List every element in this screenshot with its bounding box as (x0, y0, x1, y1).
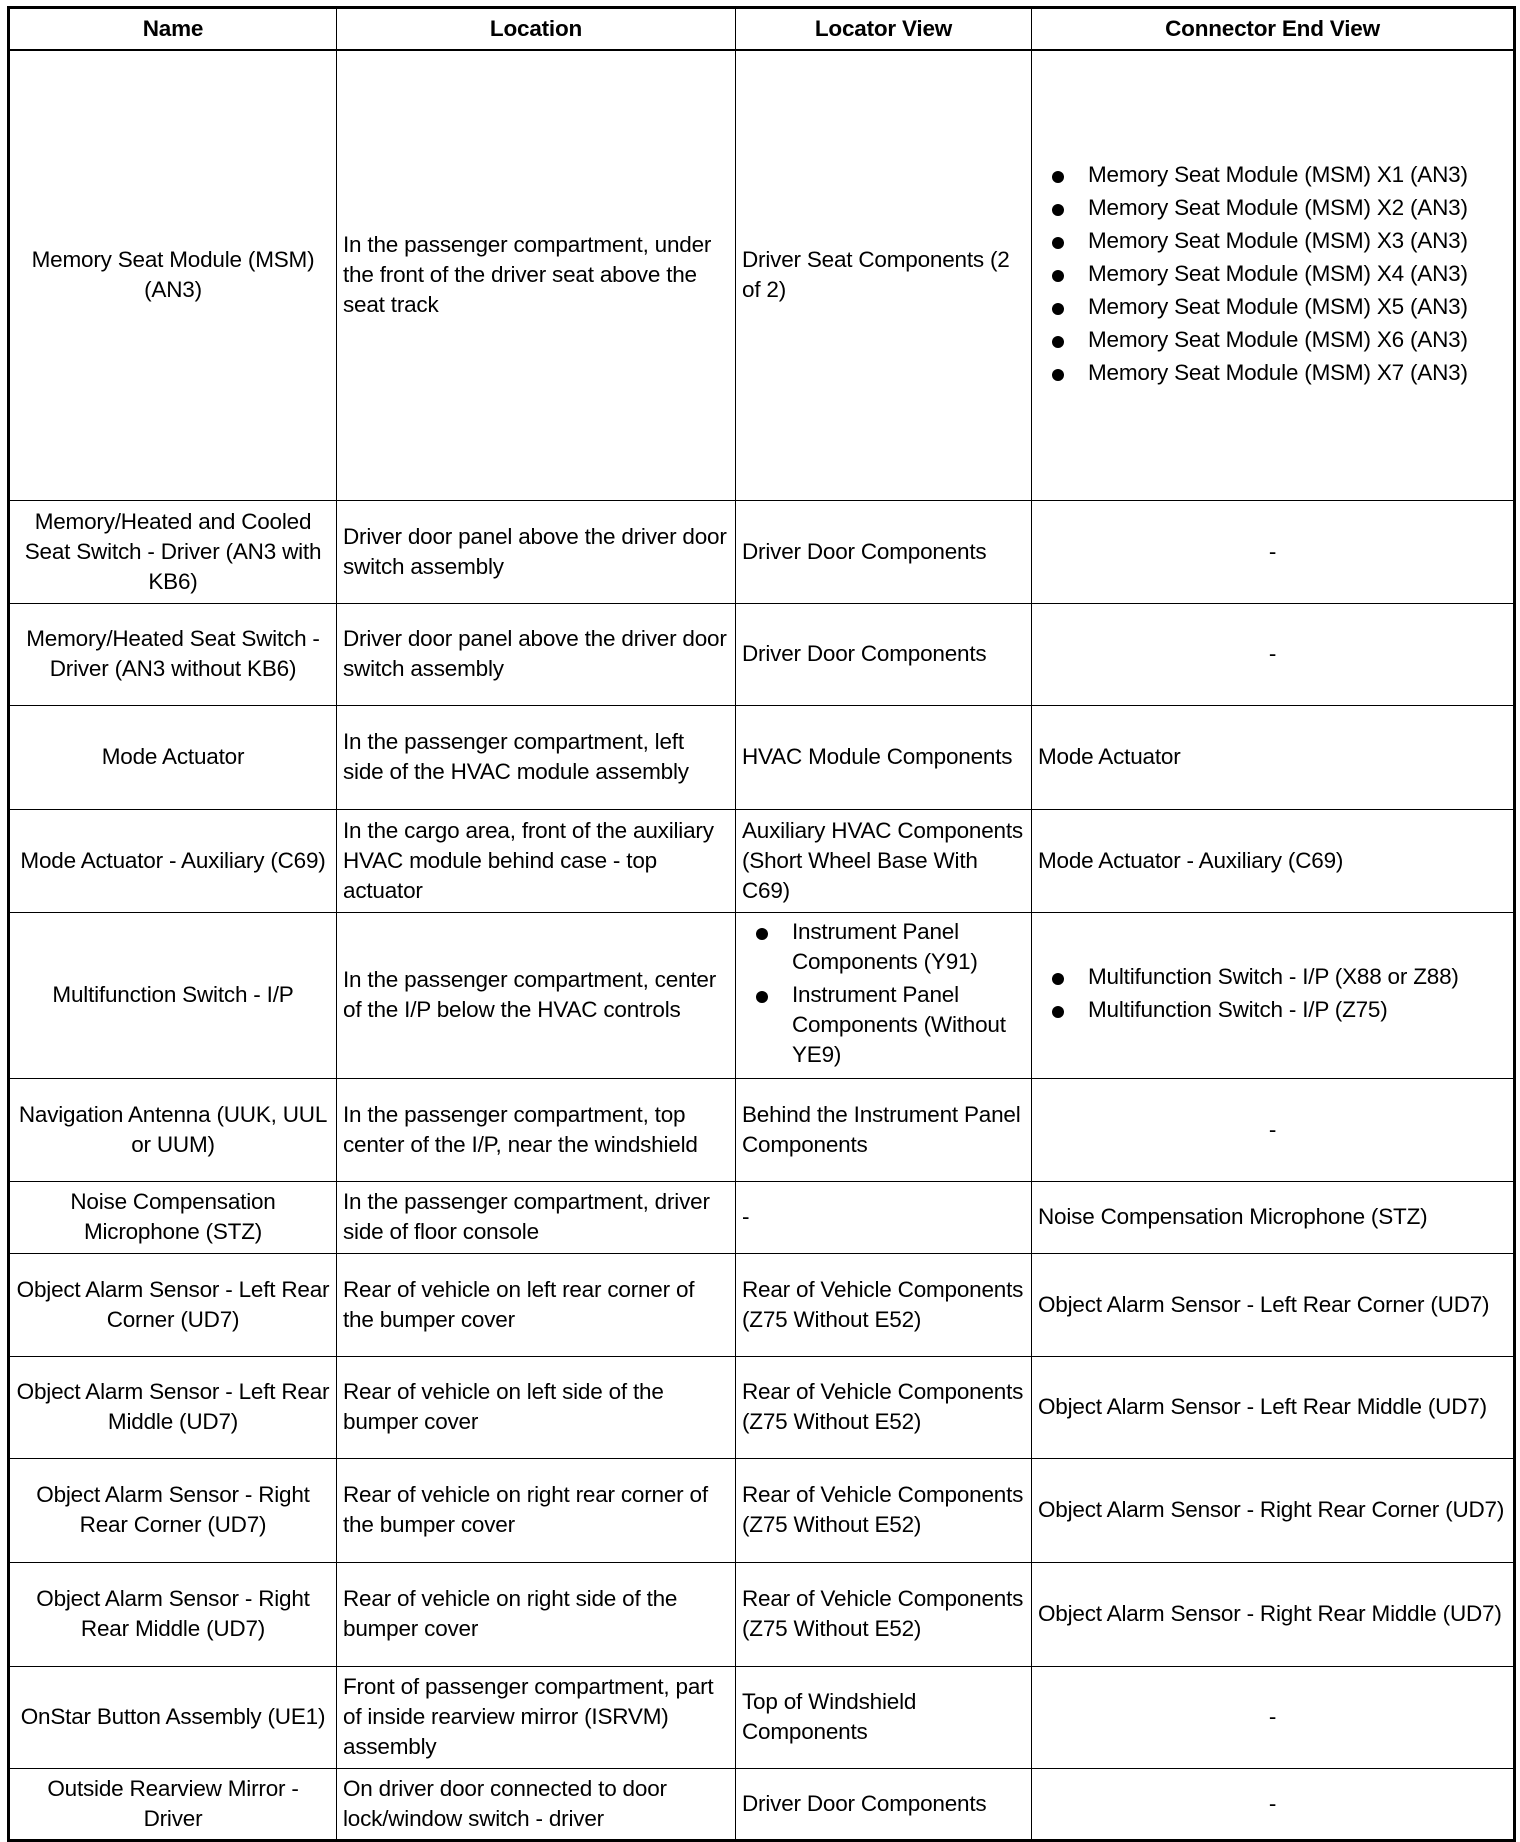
cell-location: Driver door panel above the driver door switch assembly (337, 603, 736, 705)
cell-locator: Auxiliary HVAC Components (Short Wheel Base With C69) (736, 809, 1032, 912)
cell-location: Driver door panel above the driver door switch assembly (337, 500, 736, 603)
cell-locator: Behind the Instrument Panel Components (736, 1078, 1032, 1181)
cell-name: OnStar Button Assembly (UE1) (9, 1666, 337, 1768)
cell-connector: Object Alarm Sensor - Left Rear Middle (UD7) (1032, 1356, 1515, 1458)
header-name: Name (9, 8, 337, 51)
table-row (9, 809, 1515, 912)
table-row (9, 603, 1515, 705)
cell-connector: - (1032, 1768, 1515, 1840)
cell-location: In the cargo area, front of the auxiliary HVAC module behind case - top actuator (337, 809, 736, 912)
table-row (9, 1768, 1515, 1840)
table-row (9, 1458, 1515, 1562)
cell-connector (1032, 912, 1515, 1078)
cell-name: Noise Compensation Microphone (STZ) (9, 1181, 337, 1253)
cell-name: Memory/Heated and Cooled Seat Switch - Driver (AN3 with KB6) (9, 500, 337, 603)
cell-name: Object Alarm Sensor - Right Rear Corner (UD7) (9, 1458, 337, 1562)
cell-locator: Driver Door Components (736, 603, 1032, 705)
cell-locator: - (736, 1181, 1032, 1253)
cell-location: In the passenger compartment, top center of the I/P, near the windshield (337, 1078, 736, 1181)
cell-name: Outside Rearview Mirror - Driver (9, 1768, 337, 1840)
cell-location: In the passenger compartment, left side of the HVAC module assembly (337, 705, 736, 809)
bullet-item: Memory Seat Module (MSM) X2 (AN3) (1088, 193, 1507, 223)
cell-name: Mode Actuator - Auxiliary (C69) (9, 809, 337, 912)
cell-locator: Rear of Vehicle Components (Z75 Without E52) (736, 1562, 1032, 1666)
cell-connector: Noise Compensation Microphone (STZ) (1032, 1181, 1515, 1253)
cell-location: Front of passenger compartment, part of inside rearview mirror (ISRVM) assembly (337, 1666, 736, 1768)
cell-location: Rear of vehicle on right side of the bumper cover (337, 1562, 736, 1666)
table-row (9, 1181, 1515, 1253)
cell-location: Rear of vehicle on left side of the bumper cover (337, 1356, 736, 1458)
bullet-item: Memory Seat Module (MSM) X6 (AN3) (1088, 325, 1507, 355)
cell-name: Object Alarm Sensor - Left Rear Corner (UD7) (9, 1253, 337, 1356)
cell-name: Object Alarm Sensor - Left Rear Middle (UD7) (9, 1356, 337, 1458)
bullet-item: Multifunction Switch - I/P (Z75) (1088, 995, 1507, 1025)
table-row (9, 1356, 1515, 1458)
cell-connector: Object Alarm Sensor - Right Rear Middle (UD7) (1032, 1562, 1515, 1666)
cell-location: Rear of vehicle on right rear corner of the bumper cover (337, 1458, 736, 1562)
cell-locator (736, 912, 1032, 1078)
table-row (9, 1666, 1515, 1768)
table-row (9, 1562, 1515, 1666)
header-location: Location (337, 8, 736, 51)
cell-name: Memory Seat Module (MSM) (AN3) (9, 50, 337, 500)
cell-locator: Rear of Vehicle Components (Z75 Without E52) (736, 1356, 1032, 1458)
cell-name: Navigation Antenna (UUK, UUL or UUM) (9, 1078, 337, 1181)
bullet-item: Memory Seat Module (MSM) X1 (AN3) (1088, 160, 1507, 190)
header-row (9, 8, 1515, 51)
bullet-item: Multifunction Switch - I/P (X88 or Z88) (1088, 962, 1507, 992)
cell-name: Mode Actuator (9, 705, 337, 809)
cell-connector: - (1032, 1666, 1515, 1768)
bullet-item: Instrument Panel Components (Without YE9) (792, 980, 1025, 1070)
cell-name: Object Alarm Sensor - Right Rear Middle (UD7) (9, 1562, 337, 1666)
cell-location: On driver door connected to door lock/window switch - driver (337, 1768, 736, 1840)
cell-connector: - (1032, 1078, 1515, 1181)
table-row (9, 500, 1515, 603)
cell-connector: Mode Actuator (1032, 705, 1515, 809)
component-locator-table (7, 6, 1516, 1842)
table-row (9, 705, 1515, 809)
header-locator-view: Locator View (736, 8, 1032, 51)
cell-name: Memory/Heated Seat Switch - Driver (AN3 without KB6) (9, 603, 337, 705)
cell-locator: Rear of Vehicle Components (Z75 Without E52) (736, 1458, 1032, 1562)
cell-connector: - (1032, 500, 1515, 603)
cell-location: In the passenger compartment, driver side of floor console (337, 1181, 736, 1253)
cell-name: Multifunction Switch - I/P (9, 912, 337, 1078)
cell-locator: HVAC Module Components (736, 705, 1032, 809)
cell-connector: Object Alarm Sensor - Left Rear Corner (UD7) (1032, 1253, 1515, 1356)
cell-location: In the passenger compartment, under the front of the driver seat above the seat track (337, 50, 736, 500)
cell-connector: Mode Actuator - Auxiliary (C69) (1032, 809, 1515, 912)
cell-location: In the passenger compartment, center of the I/P below the HVAC controls (337, 912, 736, 1078)
table-row (9, 1078, 1515, 1181)
header-connector-end-view: Connector End View (1032, 8, 1515, 51)
bullet-item: Instrument Panel Components (Y91) (792, 917, 1025, 977)
cell-locator: Top of Windshield Components (736, 1666, 1032, 1768)
bullet-list (1038, 160, 1507, 388)
table-row (9, 50, 1515, 500)
cell-connector: Object Alarm Sensor - Right Rear Corner (UD7) (1032, 1458, 1515, 1562)
table-row (9, 912, 1515, 1078)
cell-locator: Driver Door Components (736, 500, 1032, 603)
table-row (9, 1253, 1515, 1356)
cell-location: Rear of vehicle on left rear corner of the bumper cover (337, 1253, 736, 1356)
bullet-item: Memory Seat Module (MSM) X5 (AN3) (1088, 292, 1507, 322)
bullet-item: Memory Seat Module (MSM) X7 (AN3) (1088, 358, 1507, 388)
cell-locator: Driver Door Components (736, 1768, 1032, 1840)
cell-connector (1032, 50, 1515, 500)
cell-locator: Rear of Vehicle Components (Z75 Without E52) (736, 1253, 1032, 1356)
bullet-list (742, 917, 1025, 1070)
bullet-item: Memory Seat Module (MSM) X4 (AN3) (1088, 259, 1507, 289)
cell-locator: Driver Seat Components (2 of 2) (736, 50, 1032, 500)
bullet-item: Memory Seat Module (MSM) X3 (AN3) (1088, 226, 1507, 256)
cell-connector: - (1032, 603, 1515, 705)
bullet-list (1038, 962, 1507, 1025)
